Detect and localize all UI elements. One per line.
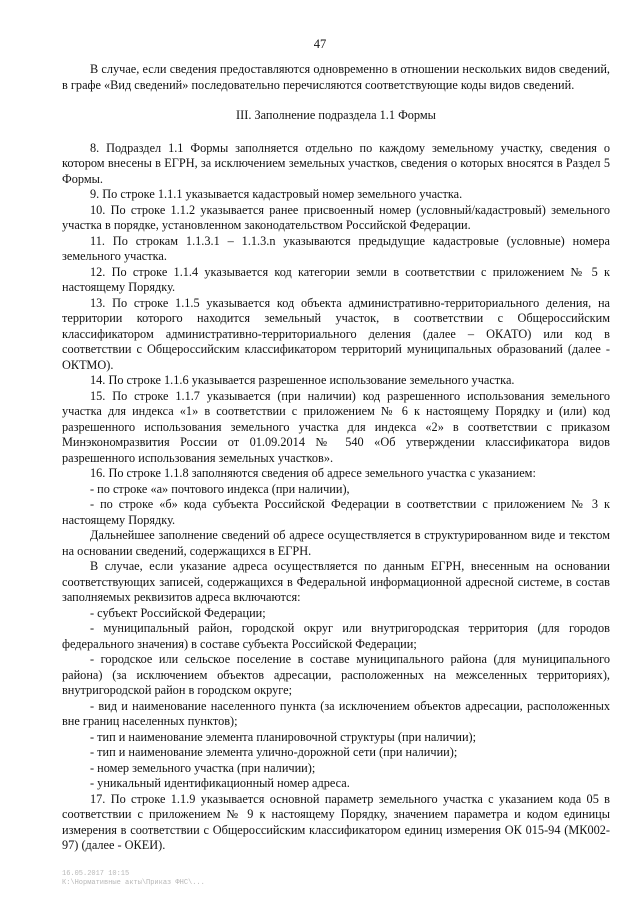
list-item: - городское или сельское поселение в составе муниципального района (для муниципального района) (за исключением объектов адресации, расположенных на межселенных территориях), внутригородской район в городском округе; [62, 652, 610, 697]
footer-line: К:\Нормативные акты\Приказ ФНС\... [62, 879, 205, 887]
page-number: 47 [313, 37, 327, 51]
list-item: - уникальный идентификационный номер адреса. [90, 776, 350, 790]
footer-stamp [62, 870, 205, 888]
paragraph-intro: В случае, если сведения предоставляются одновременно в отношении нескольких видов сведений, в графе «Вид сведений» последовательно перечисляются соответствующие коды видов сведений. [62, 62, 610, 92]
list-item: - вид и наименование населенного пункта (за исключением объектов адресации, расположенных вне границ населенных пунктов); [62, 698, 610, 728]
document-body [62, 62, 610, 854]
paragraph-14: 14. По строке 1.1.6 указывается разрешенное использование земельного участка. [90, 373, 515, 387]
paragraph-16: 16. По строке 1.1.8 заполняются сведения об адресе земельного участка с указанием: [90, 466, 536, 480]
paragraph-9: 9. По строке 1.1.1 указывается кадастровый номер земельного участка. [90, 187, 463, 201]
paragraph-11: 11. По строкам 1.1.3.1 – 1.1.3.n указываются предыдущие кадастровые (условные) номера земельного участка. [62, 233, 610, 263]
list-item: - тип и наименование элемента улично-дорожной сети (при наличии); [90, 745, 458, 759]
footer-line: 16.05.2017 10:15 [62, 870, 130, 878]
list-item: - субъект Российской Федерации; [90, 605, 266, 620]
list-item: - тип и наименование элемента планировочной структуры (при наличии); [90, 729, 477, 744]
paragraph-12: 12. По строке 1.1.4 указывается код категории земли в соответствии с приложением № 5 к настоящему Порядку. [62, 264, 610, 294]
list-item: - номер земельного участка (при наличии); [90, 760, 316, 775]
paragraph-address-fias: В случае, если указание адреса осуществляется по данным ЕГРН, внесенным на основании соответствующих записей, содержащихся в Федеральной информационной адресной системе, в состав заполняемых реквизитов адреса включаются: [62, 559, 610, 604]
paragraph-15: 15. По строке 1.1.7 указывается (при наличии) код разрешенного использования земельного участка для индекса «1» в соответствии с приложением № 6 к настоящему Порядку и (или) код разрешенного использования земельного участка для индекса «2» в соответствии с приказом Минэкономразвития России от 01.09.2014 № 540 «Об утверждении классификатора видов разрешенного использования земельных участков». [62, 388, 610, 465]
list-item: - по строке «б» кода субъекта Российской Федерации в соответствии с приложением № 3 к настоящему Порядку. [62, 497, 610, 527]
paragraph-8: 8. Подраздел 1.1 Формы заполняется отдельно по каждому земельному участку, сведения о котором внесены в ЕГРН, за исключением земельных участков, сведения о которых вносятся в Раздел 5 Формы. [62, 140, 610, 186]
list-item: - муниципальный район, городской округ или внутригородская территория (для городов федерального значения) в составе субъекта Российской Федерации; [62, 621, 610, 651]
paragraph-10: 10. По строке 1.1.2 указывается ранее присвоенный номер (условный/кадастровый) земельного участка в порядке, установленном законодательством Российской Федерации. [62, 202, 610, 232]
paragraph-13: 13. По строке 1.1.5 указывается код объекта административно-территориального деления, на территории которого находится земельный участок, в соответствии с Общероссийским классификатором административно-территориального деления (далее – ОКАТО) или код в соответствии с Общероссийским классификатором территорий муниципальных образований (далее - ОКТМО). [62, 295, 610, 372]
paragraph-address-structured: Дальнейшее заполнение сведений об адресе осуществляется в структурированном виде и текстом на основании сведений, содержащихся в ЕГРН. [62, 528, 610, 558]
list-item: - по строке «а» почтового индекса (при наличии), [90, 481, 350, 496]
section-heading: III. Заполнение подраздела 1.1 Формы [236, 108, 436, 122]
paragraph-17: 17. По строке 1.1.9 указывается основной параметр земельного участка с указанием кода 05 в соответствии с приложением № 9 к настоящему Порядку, значением параметра и кодом единицы измерения в соответствии с Общероссийским классификатором единиц измерения ОК 015-94 (МК002-97) (далее - ОКЕИ). [62, 791, 610, 852]
